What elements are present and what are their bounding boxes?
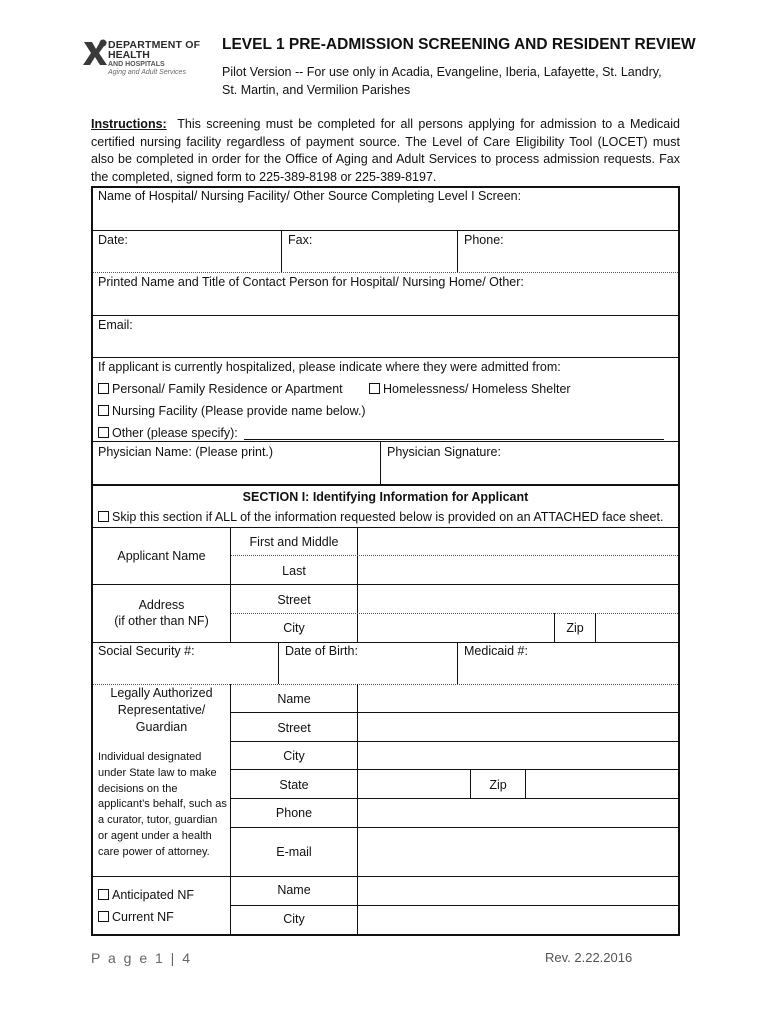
homeless-shelter-checkbox[interactable] (369, 383, 380, 394)
lar-state-field[interactable] (358, 770, 469, 797)
lar-street-label: Street (277, 721, 311, 735)
source-field[interactable] (93, 205, 678, 229)
option-nursing-facility[interactable] (98, 404, 366, 418)
physician-signature-label: Physician Signature: (387, 445, 501, 459)
section1-title: SECTION I: Identifying Information for Applicant (242, 490, 529, 504)
nursing-facility-checkbox[interactable] (98, 405, 109, 416)
phone-label: Phone: (464, 233, 504, 247)
other-label: Other (please specify): (112, 426, 238, 440)
lar-title-line-1: Legally Authorized (110, 686, 213, 700)
dob-label: Date of Birth: (285, 644, 358, 658)
fax-field[interactable] (282, 248, 457, 272)
last-name-field[interactable] (358, 556, 678, 583)
address-note: (if other than NF) (114, 614, 209, 628)
personal-residence-checkbox[interactable] (98, 383, 109, 394)
city-label: City (283, 621, 305, 635)
lar-zip-label: Zip (489, 778, 507, 792)
fax-label: Fax: (288, 233, 313, 247)
lar-email-field[interactable] (358, 828, 678, 875)
lar-name-label: Name (277, 692, 311, 706)
lar-phone-label: Phone (275, 806, 313, 820)
nf-name-field[interactable] (358, 877, 678, 904)
lar-email-label: E-mail (276, 845, 312, 859)
ssn-label: Social Security #: (98, 644, 195, 658)
last-name-label: Last (282, 564, 306, 578)
instructions-label: Instructions: (91, 117, 167, 131)
anticipated-nf-option[interactable] (98, 888, 194, 902)
logo-aging-text: Aging and Adult Services (108, 69, 186, 76)
lar-name-field[interactable] (358, 685, 678, 712)
nf-city-label: City (283, 912, 305, 926)
city-field[interactable] (358, 614, 554, 641)
homeless-shelter-label: Homelessness/ Homeless Shelter (383, 382, 571, 396)
page-title: LEVEL 1 PRE-ADMISSION SCREENING AND RESIDENT REVIEW (222, 36, 696, 53)
physician-signature-field[interactable] (381, 462, 678, 484)
lar-phone-field[interactable] (358, 799, 678, 826)
revision-date: Rev. 2.22.2016 (545, 950, 633, 965)
email-label: Email: (98, 318, 133, 332)
phone-field[interactable] (458, 248, 678, 272)
other-specify-field[interactable] (244, 439, 664, 440)
instructions-text: This screening must be completed for all persons applying for admission to a Medicaid certified nursing facility regardless of payment source. The Level of Care Eligibility Tool (LOCET) must also be completed in order for the Office of Aging and Adult Services to process admission requests. Fax the completed, signed form to 225-389-8198 or 225-389-8197. (91, 117, 680, 184)
physician-name-field[interactable] (93, 462, 379, 484)
nf-city-field[interactable] (358, 906, 678, 934)
address-label: Address (138, 598, 185, 612)
subtitle-line-1: Pilot Version -- For use only in Acadia, Evangeline, Iberia, Lafayette, St. Landry, (222, 65, 662, 79)
zip-label: Zip (566, 621, 584, 635)
current-nf-option[interactable] (98, 910, 174, 924)
admitted-from-label: If applicant is currently hospitalized, please indicate where they were admitted from: (98, 360, 561, 374)
personal-residence-label: Personal/ Family Residence or Apartment (112, 382, 343, 396)
skip-section-label: Skip this section if ALL of the information requested below is provided on an ATTACHED face sheet. (112, 510, 664, 524)
email-field[interactable] (93, 334, 678, 356)
street-label: Street (277, 593, 311, 607)
ssn-field[interactable] (93, 660, 277, 682)
dob-field[interactable] (279, 660, 456, 682)
date-field[interactable] (93, 248, 281, 272)
street-field[interactable] (358, 585, 678, 612)
lar-state-label: State (279, 778, 309, 792)
other-checkbox[interactable] (98, 427, 109, 438)
physician-name-label: Physician Name: (Please print.) (98, 445, 274, 459)
contact-label: Printed Name and Title of Contact Person for Hospital/ Nursing Home/ Other: (98, 275, 524, 289)
logo-hospitals-text: AND HOSPITALS (108, 61, 165, 68)
medicaid-label: Medicaid #: (464, 644, 528, 658)
lar-zip-field[interactable] (526, 770, 678, 797)
lar-city-field[interactable] (358, 742, 678, 769)
current-nf-checkbox[interactable] (98, 911, 109, 922)
department-logo-icon (82, 38, 108, 66)
lar-city-label: City (283, 749, 305, 763)
first-middle-field[interactable] (358, 528, 678, 555)
logo-dept-text: DEPARTMENT OF (108, 39, 201, 51)
skip-section-checkbox[interactable] (98, 511, 109, 522)
first-middle-label: First and Middle (249, 535, 339, 549)
page-number: P a g e 1 | 4 (91, 950, 192, 966)
nf-name-label: Name (277, 883, 311, 897)
subtitle-line-2: St. Martin, and Vermilion Parishes (222, 83, 411, 97)
page-subtitle (222, 63, 672, 99)
anticipated-nf-label: Anticipated NF (112, 888, 194, 902)
logo-health-text: HEALTH (108, 49, 150, 61)
medicaid-field[interactable] (458, 660, 678, 682)
option-other[interactable] (98, 426, 238, 440)
lar-title-line-2: Representative/ (117, 703, 206, 717)
option-personal-residence[interactable] (98, 382, 343, 396)
applicant-name-label: Applicant Name (117, 549, 206, 563)
date-label: Date: (98, 233, 128, 247)
lar-note: Individual designated under State law to make decisions on the applicant’s behalf, such as a curator, tutor, guardian or agent under a health care power of attorney. (98, 751, 227, 858)
lar-street-field[interactable] (358, 713, 678, 740)
zip-field[interactable] (596, 614, 678, 641)
contact-field[interactable] (93, 292, 678, 314)
nursing-facility-label: Nursing Facility (Please provide name below.) (112, 404, 366, 418)
current-nf-label: Current NF (112, 910, 174, 924)
option-homeless-shelter[interactable] (369, 382, 571, 396)
lar-title-line-3: Guardian (135, 720, 188, 734)
skip-section-option[interactable] (98, 510, 663, 524)
instructions-block (91, 116, 680, 186)
anticipated-nf-checkbox[interactable] (98, 889, 109, 900)
source-label: Name of Hospital/ Nursing Facility/ Other Source Completing Level I Screen: (98, 189, 522, 203)
